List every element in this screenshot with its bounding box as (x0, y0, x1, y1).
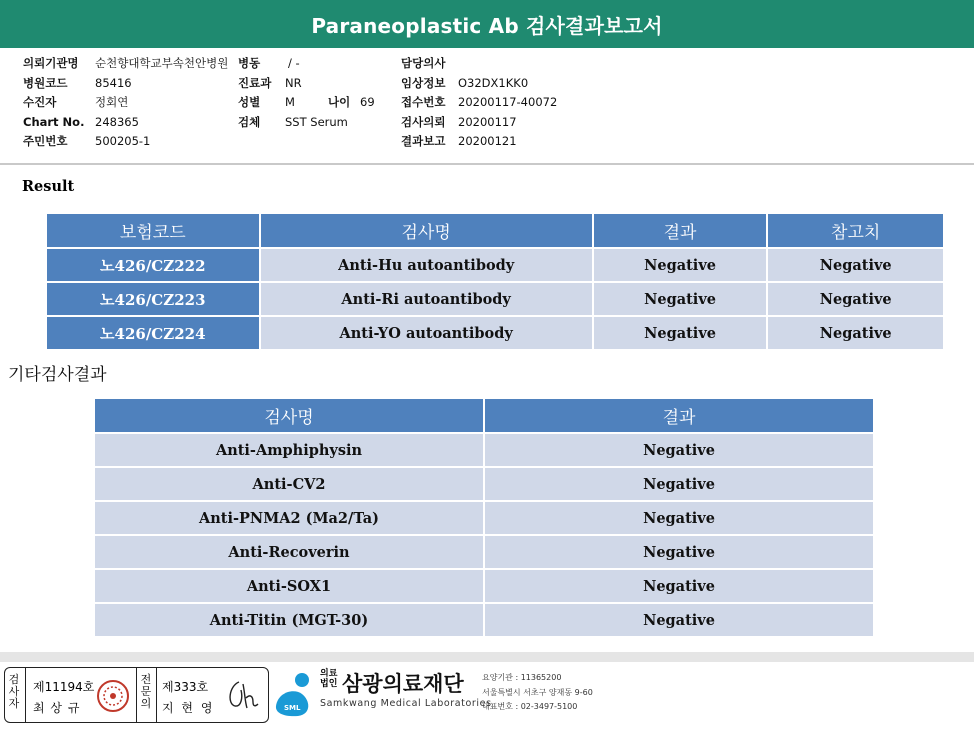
examiner-label: 검사자 (8, 673, 20, 710)
test-name-cell: Anti-Hu autoantibody (261, 249, 592, 281)
result-cell: Negative (485, 468, 873, 500)
header-result: 결과 (594, 214, 767, 247)
examiner-license-no: 제11194호 (33, 680, 95, 694)
receipt-no-value: 20200117-40072 (458, 95, 558, 109)
receipt-no-label: 접수번호 (401, 95, 446, 109)
result-cell: Negative (594, 283, 767, 315)
patient-label: 수진자 (23, 95, 57, 109)
org-code: 요양기관 : 11365200 (482, 673, 562, 682)
institution-label: 의뢰기관명 (23, 56, 79, 70)
request-label: 검사의뢰 (401, 115, 446, 129)
result-cell: Negative (594, 249, 767, 281)
result-cell: Negative (594, 317, 767, 349)
reference-cell: Negative (768, 317, 943, 349)
table-row (95, 468, 873, 500)
org-address: 서울특별시 서초구 양재동 9-60 (482, 688, 593, 697)
specimen-label: 검체 (238, 115, 261, 129)
age-value: 69 (360, 95, 375, 109)
sml-logo-text: SML (284, 704, 301, 712)
org-english-name: Samkwang Medical Laboratories (320, 698, 492, 709)
other-tests-table (93, 397, 875, 638)
reference-cell: Negative (768, 249, 943, 281)
org-name: 삼광의료재단 (342, 672, 464, 696)
org-type-label: 의료법인 (320, 669, 338, 689)
table-row (95, 434, 873, 466)
result-cell: Negative (485, 434, 873, 466)
patient-value: 정회연 (95, 95, 129, 109)
insurance-code-cell: 노426/CZ223 (47, 283, 259, 315)
clinical-info-label: 임상정보 (401, 76, 446, 90)
table-row (47, 283, 943, 315)
report-date-label: 결과보고 (401, 134, 446, 148)
specialist-license-no: 제333호 (162, 680, 209, 694)
other-table-header (95, 399, 873, 432)
specialist-signature (225, 676, 261, 714)
insurance-code-cell: 노426/CZ224 (47, 317, 259, 349)
lab-logo-block (272, 668, 602, 720)
org-phone: 대표번호 : 02-3497-5100 (482, 702, 578, 711)
age-label: 나이 (328, 95, 351, 109)
table-row (95, 536, 873, 568)
ward-value: / - (288, 56, 300, 70)
signature-divider (136, 668, 137, 722)
id-label: 주민번호 (23, 134, 68, 148)
sex-value: M (285, 95, 295, 109)
sex-label: 성별 (238, 95, 261, 109)
signature-divider (156, 668, 157, 722)
test-name-cell: Anti-Recoverin (95, 536, 483, 568)
result-table-header (47, 214, 943, 247)
result-heading: Result (22, 178, 75, 195)
table-row (47, 249, 943, 281)
sml-logo-icon (272, 670, 318, 718)
header-test-name: 검사명 (95, 399, 483, 432)
result-cell: Negative (485, 570, 873, 602)
clinical-info-value: O32DX1KK0 (458, 76, 529, 90)
hospital-code-value: 85416 (95, 76, 132, 90)
signature-box (4, 667, 269, 723)
examiner-seal (95, 678, 131, 714)
header-insurance-code: 보험코드 (47, 214, 259, 247)
examiner-name: 최 상 규 (33, 701, 81, 715)
request-value: 20200117 (458, 115, 517, 129)
test-name-cell: Anti-Titin (MGT-30) (95, 604, 483, 636)
result-table (45, 212, 945, 351)
table-row (95, 502, 873, 534)
department-value: NR (285, 76, 302, 90)
institution-value: 순천향대학교부속천안병원 (95, 56, 229, 70)
signature-divider (25, 668, 26, 722)
other-tests-heading: 기타검사결과 (8, 365, 107, 385)
test-name-cell: Anti-CV2 (95, 468, 483, 500)
specialist-label: 전문의 (140, 673, 152, 710)
result-cell: Negative (485, 604, 873, 636)
chart-value: 248365 (95, 115, 139, 129)
specialist-name: 지 현 영 (162, 701, 215, 715)
id-value: 500205-1 (95, 134, 151, 148)
test-name-cell: Anti-Ri autoantibody (261, 283, 592, 315)
test-name-cell: Anti-Amphiphysin (95, 434, 483, 466)
patient-info-panel (0, 48, 974, 165)
reference-cell: Negative (768, 283, 943, 315)
ward-label: 병동 (238, 56, 261, 70)
insurance-code-cell: 노426/CZ222 (47, 249, 259, 281)
test-name-cell: Anti-YO autoantibody (261, 317, 592, 349)
footer-divider (0, 652, 974, 662)
specimen-value: SST Serum (285, 115, 348, 129)
test-name-cell: Anti-SOX1 (95, 570, 483, 602)
hospital-code-label: 병원코드 (23, 76, 68, 90)
result-cell: Negative (485, 536, 873, 568)
table-row (95, 570, 873, 602)
department-label: 진료과 (238, 76, 272, 90)
table-row (47, 317, 943, 349)
report-date-value: 20200121 (458, 134, 517, 148)
header-reference: 참고치 (768, 214, 943, 247)
report-title: Paraneoplastic Ab 검사결과보고서 (0, 0, 974, 48)
table-row (95, 604, 873, 636)
doctor-label: 담당의사 (401, 56, 446, 70)
test-name-cell: Anti-PNMA2 (Ma2/Ta) (95, 502, 483, 534)
result-cell: Negative (485, 502, 873, 534)
header-result: 결과 (485, 399, 873, 432)
chart-label: Chart No. (23, 115, 85, 129)
header-test-name: 검사명 (261, 214, 592, 247)
